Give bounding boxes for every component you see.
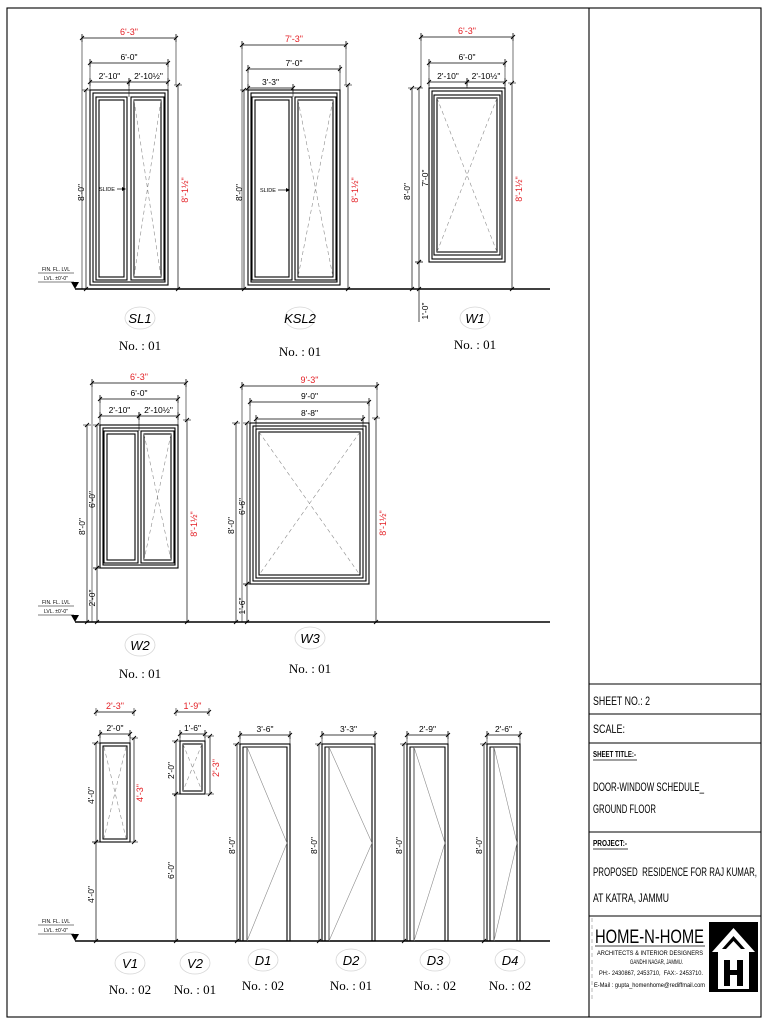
glazing-diagonal xyxy=(134,100,161,277)
w1-left-leaf-dimension xyxy=(427,71,469,86)
w3-total-height-red-dimension-text: 8'-1½" xyxy=(378,510,388,536)
floor-level-label: FIN. FL. LVL xyxy=(42,919,70,925)
w2-sill-dimension-text: 2'-0" xyxy=(87,589,97,607)
schedule-d3 xyxy=(394,724,456,993)
w2-frame-inner xyxy=(103,428,175,565)
d4-tag xyxy=(489,949,531,993)
sheet-title-label: SHEET TITLE:- xyxy=(593,750,637,759)
w1-height-dimension-text: 7'-0" xyxy=(420,169,430,187)
v2-total-height-red-dimension xyxy=(206,734,221,796)
schedule-w3 xyxy=(226,375,388,676)
d1-frame-outer xyxy=(240,744,290,941)
d1-width-dimension xyxy=(238,724,292,739)
ksl2-right-leaf-inner xyxy=(298,100,333,277)
ksl2-right-leaf-outer xyxy=(295,97,336,280)
d3-frame-outer xyxy=(407,744,448,941)
schedule-d1 xyxy=(227,724,292,993)
w1-sill-dimension-text: 1'-0" xyxy=(420,302,430,320)
w2-width-dimension-text: 6'-0" xyxy=(130,388,148,398)
w3-sill-dimension-text: 1'-6" xyxy=(237,597,247,615)
ksl2-width-dimension xyxy=(246,58,342,73)
d4-count: No. : 02 xyxy=(488,978,532,993)
w3-count: No. : 01 xyxy=(288,661,332,676)
w1-frame-inner xyxy=(432,91,502,259)
d3-width-dimension xyxy=(405,724,450,739)
w2-total-height-red-dimension-text: 8'-1½" xyxy=(189,511,199,537)
d2-height-dimension xyxy=(309,742,323,943)
v1-sill-dimension-text: 4'-0" xyxy=(86,886,96,903)
d3-height-dimension-text: 8'-0" xyxy=(394,837,404,854)
v1-frame-outer xyxy=(100,743,130,842)
w3-width-dimension xyxy=(248,391,371,406)
sl1-right-leaf-outer xyxy=(131,97,164,280)
level-marker-icon xyxy=(71,615,79,622)
v2-total-height-red-dimension-text: 2'-3" xyxy=(211,759,221,777)
level-marker-icon xyxy=(71,282,79,289)
w1-count: No. : 01 xyxy=(453,337,497,352)
ksl2-total-height-dimension-text: 8'-1½" xyxy=(350,177,360,203)
d2-tag xyxy=(330,949,372,993)
ksl2-height-dimension xyxy=(234,88,248,291)
glazing-diagonal xyxy=(144,434,171,560)
w1-total-height-red-dimension xyxy=(508,81,524,291)
floor-level-value: LVL. ±0'-0" xyxy=(43,276,69,282)
w3-inner-width-dimension-text: 8'-8" xyxy=(301,408,318,418)
w2-total-height-red-dimension xyxy=(183,418,199,624)
w2-right-leaf-dimension-text: 2'-10½" xyxy=(144,405,173,415)
v2-overall-dimension xyxy=(174,701,211,716)
schedule-sl1 xyxy=(76,27,190,353)
w3-sill-dimension xyxy=(237,582,251,624)
v1-sill-dimension xyxy=(86,840,100,943)
w2-left-leaf-dimension-text: 2'-10" xyxy=(108,405,131,415)
w2-tag xyxy=(119,634,161,681)
d4-tag-label: D4 xyxy=(501,953,519,968)
schedule-v1 xyxy=(86,701,151,997)
d3-count: No. : 02 xyxy=(413,978,457,993)
house-logo-icon xyxy=(709,922,758,992)
w1-total-height-dimension xyxy=(402,86,416,291)
w2-height-dimension-text: 6'-0" xyxy=(87,491,97,508)
floor-level-label: FIN. FL. LVL xyxy=(42,600,70,606)
schedule-w1 xyxy=(402,26,524,352)
sl1-total-height-dimension xyxy=(174,83,190,291)
w1-total-height-red-dimension-text: 8'-1½" xyxy=(514,176,524,202)
sl1-left-leaf-dimension xyxy=(88,71,131,86)
firm-tagline: ARCHITECTS & INTERIOR DESIGNERS xyxy=(597,950,704,957)
ksl2-width-dimension-text: 7'-0" xyxy=(285,58,303,68)
v2-width-dimension xyxy=(178,723,207,738)
w1-tag-label: W1 xyxy=(465,311,485,326)
w3-tag xyxy=(289,627,331,676)
d1-tag-label: D1 xyxy=(254,953,272,968)
d2-frame-inner xyxy=(325,747,372,941)
house-logo-h-bar xyxy=(724,970,743,975)
sl1-total-height-dimension-text: 8'-1½" xyxy=(180,177,190,203)
w2-height-dimension xyxy=(87,423,101,570)
v1-tag-label: V1 xyxy=(122,956,138,971)
w3-height-dimension xyxy=(237,421,251,586)
v1-width-dimension-text: 2'-0" xyxy=(106,723,124,733)
v1-height-dimension-text: 4'-0" xyxy=(86,787,96,804)
d2-width-dimension-text: 3'-3" xyxy=(340,724,357,734)
sl1-slide-label: SLIDE xyxy=(99,187,115,193)
w1-sash-outer xyxy=(434,95,500,255)
v2-tag xyxy=(174,952,216,997)
d3-tag xyxy=(414,949,456,993)
firm-phone: PH:- 2430867, 2453710, FAX:- 2453710. xyxy=(599,970,704,977)
w1-width-dimension xyxy=(427,52,507,67)
ksl2-overall-dimension xyxy=(240,34,348,49)
w1-width-dimension-text: 6'-0" xyxy=(458,52,476,62)
w3-total-height-dimension-text: 8'-0" xyxy=(226,517,236,534)
w3-tag-label: W3 xyxy=(300,631,320,646)
d2-tag-label: D2 xyxy=(342,953,360,968)
floor-level-value: LVL. ±0'-0" xyxy=(43,928,69,934)
d4-swing-lines xyxy=(494,747,517,941)
schedule-d2 xyxy=(309,724,377,993)
w1-total-height-dimension-text: 8'-0" xyxy=(402,183,412,200)
ksl2-tag-label: KSL2 xyxy=(284,311,316,326)
firm-logo xyxy=(594,922,758,992)
d2-swing-lines xyxy=(329,747,372,941)
floor-level-row-3 xyxy=(38,919,550,941)
ksl2-slide-label: SLIDE xyxy=(260,188,276,194)
d3-frame-inner xyxy=(410,747,445,941)
ksl2-count: No. : 01 xyxy=(278,344,322,359)
level-marker-icon xyxy=(71,934,79,941)
glazing-diagonal xyxy=(134,100,161,277)
w2-frame-outer xyxy=(100,425,178,568)
w2-tag-label: W2 xyxy=(130,638,150,653)
w3-width-dimension-text: 9'-0" xyxy=(301,391,318,401)
w3-total-height-red-dimension xyxy=(372,416,388,624)
sheet-scale: SCALE: xyxy=(593,722,625,736)
sl1-tag-label: SL1 xyxy=(128,311,152,326)
sl1-count: No. : 01 xyxy=(118,338,162,353)
d3-width-dimension-text: 2'-9" xyxy=(419,724,436,734)
sl1-width-dimension-text: 6'-0" xyxy=(120,52,138,62)
sl1-height-dimension-text: 8'-0" xyxy=(76,184,86,201)
d4-width-dimension xyxy=(485,724,522,739)
w2-count: No. : 01 xyxy=(118,666,162,681)
d3-height-dimension xyxy=(394,742,408,943)
firm-name: HOME-N-HOME xyxy=(595,927,704,948)
d1-height-dimension xyxy=(227,742,241,943)
v2-sill-dimension xyxy=(166,792,180,943)
ksl2-total-height-dimension xyxy=(344,83,360,291)
sl1-right-leaf-dimension-text: 2'-10½" xyxy=(134,71,163,81)
ksl2-height-dimension-text: 8'-0" xyxy=(234,184,244,201)
sl1-right-leaf-dimension xyxy=(127,71,170,86)
firm-email: E-Mail : gupta_homenhome@rediffmail.com xyxy=(594,982,705,989)
floor-level-row-1 xyxy=(38,267,550,289)
schedule-w2 xyxy=(77,372,199,681)
d2-height-dimension-text: 8'-0" xyxy=(309,837,319,854)
sheet-title-line-1: DOOR-WINDOW SCHEDULE_ xyxy=(593,780,705,794)
d1-tag xyxy=(242,949,284,993)
w1-frame-outer xyxy=(429,88,505,262)
v2-overall-dimension-text: 1'-9" xyxy=(183,701,202,711)
sheet-number: SHEET NO.: 2 xyxy=(593,694,651,708)
sl1-overall-dimension xyxy=(80,27,178,42)
d4-width-dimension-text: 2'-6" xyxy=(495,724,512,734)
floor-level-value: LVL. ±0'-0" xyxy=(43,609,69,615)
d1-height-dimension-text: 8'-0" xyxy=(227,837,237,854)
v2-height-dimension-text: 2'-0" xyxy=(166,762,176,779)
sheet-title-line-2: GROUND FLOOR xyxy=(593,802,657,816)
w3-height-dimension-text: 6'-6" xyxy=(237,498,247,515)
w2-width-dimension xyxy=(98,388,180,403)
w2-total-height-dimension-text: 8'-0" xyxy=(77,518,87,535)
project-line-2: AT KATRA, JAMMU xyxy=(593,891,669,905)
sl1-left-leaf-dimension-text: 2'-10" xyxy=(98,71,121,81)
w2-overall-dimension xyxy=(90,372,188,387)
ksl2-overall-dimension-text: 7'-3" xyxy=(285,34,303,44)
project-label: PROJECT:- xyxy=(593,839,628,848)
v2-height-dimension xyxy=(166,739,180,796)
w1-height-dimension xyxy=(415,86,430,264)
schedule-d4 xyxy=(474,724,531,993)
d1-count: No. : 02 xyxy=(241,978,285,993)
sl1-tag xyxy=(119,307,161,353)
d4-height-dimension xyxy=(474,742,488,943)
glazing-diagonal xyxy=(298,100,333,277)
v1-overall-dimension xyxy=(94,701,136,716)
w2-overall-dimension-text: 6'-3" xyxy=(130,372,148,382)
w2-left-leaf-outer xyxy=(104,431,138,563)
v1-total-height-red-dimension xyxy=(130,736,145,844)
v1-height-dimension xyxy=(86,741,100,844)
v2-frame-outer xyxy=(180,741,205,794)
d1-frame-inner xyxy=(243,747,287,941)
v1-width-dimension xyxy=(98,723,132,738)
w3-overall-dimension-text: 9'-3" xyxy=(300,375,319,385)
d3-swing-lines xyxy=(414,747,445,941)
sl1-overall-dimension-text: 6'-3" xyxy=(120,27,138,37)
sl1-right-leaf-inner xyxy=(134,100,161,277)
v1-frame-inner xyxy=(103,746,127,839)
ksl2-tag xyxy=(279,307,321,359)
v2-count: No. : 01 xyxy=(173,982,217,997)
w1-left-leaf-dimension-text: 2'-10" xyxy=(437,71,459,81)
d2-width-dimension xyxy=(320,724,377,739)
d1-width-dimension-text: 3'-6" xyxy=(256,724,274,734)
title-block xyxy=(589,8,761,1017)
w2-right-leaf-dimension xyxy=(137,405,180,420)
v1-count: No. : 02 xyxy=(108,982,152,997)
w2-sill-dimension xyxy=(87,566,101,624)
v1-total-height-red-dimension-text: 4'-3" xyxy=(135,784,145,802)
glazing-diagonal xyxy=(298,100,333,277)
w1-tag xyxy=(454,307,496,352)
d2-count: No. : 01 xyxy=(329,978,373,993)
v2-width-dimension-text: 1'-6" xyxy=(184,723,201,733)
w2-left-leaf-dimension xyxy=(98,405,141,420)
ksl2-left-leaf-dimension-text: 3'-3" xyxy=(262,77,279,87)
v2-tag-label: V2 xyxy=(187,956,203,971)
sl1-width-dimension xyxy=(88,52,170,67)
d4-frame-outer xyxy=(487,744,520,941)
d1-swing-lines xyxy=(247,747,287,941)
w3-inner-width-dimension xyxy=(254,408,365,423)
w1-right-leaf-dimension-text: 2'-10½" xyxy=(471,71,501,81)
schedule-v2 xyxy=(166,701,221,997)
v1-tag xyxy=(109,952,151,997)
w1-right-leaf-dimension xyxy=(465,71,507,86)
floor-level-label: FIN. FL. LVL xyxy=(42,267,70,273)
sl1-height-dimension xyxy=(76,88,90,291)
w1-overall-dimension-text: 6'-3" xyxy=(458,26,476,36)
d2-frame-outer xyxy=(322,744,375,941)
w3-overall-dimension xyxy=(240,375,379,390)
d3-tag-label: D3 xyxy=(426,953,444,968)
d4-height-dimension-text: 8'-0" xyxy=(474,837,484,854)
project-line-1: PROPOSED RESIDENCE FOR RAJ KUMAR, xyxy=(593,865,757,879)
w1-overall-dimension xyxy=(419,26,515,41)
v1-overall-dimension-text: 2'-3" xyxy=(106,701,124,711)
schedule-ksl2 xyxy=(234,34,360,359)
v2-sill-dimension-text: 6'-0" xyxy=(166,862,176,879)
firm-address: GANDHI NAGAR, JAMMU. xyxy=(630,959,684,966)
w3-total-height-dimension xyxy=(226,421,240,624)
w2-left-leaf-inner xyxy=(107,434,135,560)
